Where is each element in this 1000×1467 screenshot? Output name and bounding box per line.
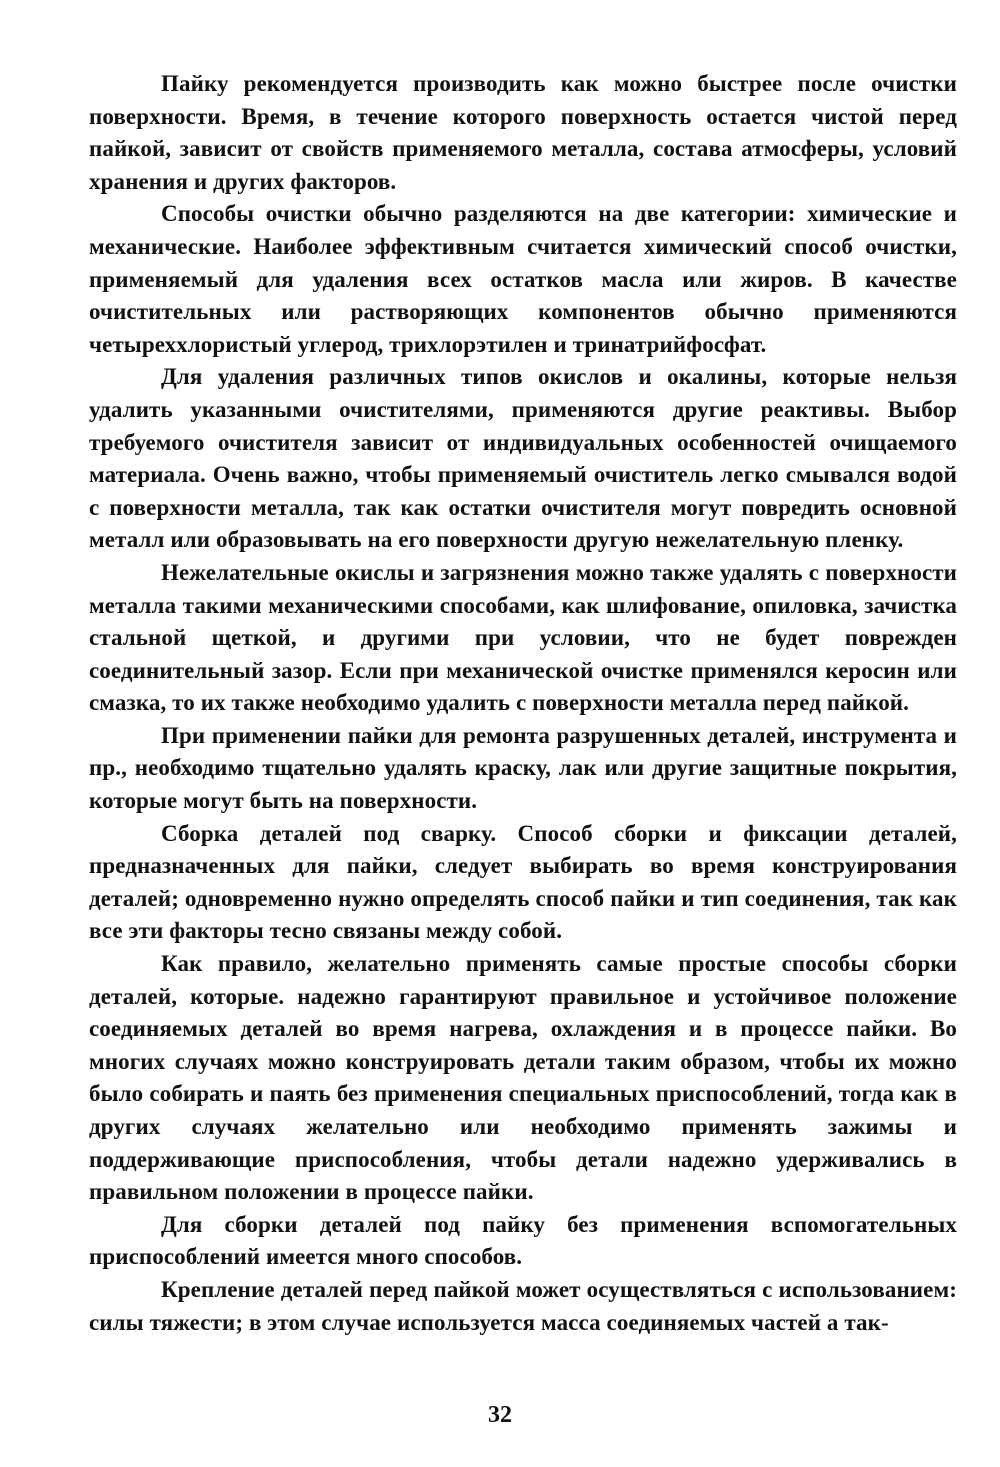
- paragraph: [89, 720, 957, 818]
- paragraph-text: Как правило, желательно применять самые простые способы сборки деталей, которые. надежно гарантируют правильное и устойчивое положение соединяемых деталей во время нагрева, охлаждения и в процессе пайки. Во многих случаях можно конструировать детали таким образом, чтобы их можно было собирать и паять без применения специальных приспособлений, тогда как в других случаях желательно или необходимо применять зажимы и поддерживающие приспособления, чтобы детали надежно удерживались в правильном положении в процессе пайки.: [89, 951, 957, 1205]
- paragraph-text: Нежелательные окислы и загрязнения можно также удалять с поверхности металла такими механическими способами, как шлифование, опиловка, зачистка стальной щеткой, и другими при условии, что не будет поврежден соединительный зазор. Если при механической очистке применялся керосин или смазка, то их также необходимо удалить с поверхности металла перед пайкой.: [89, 559, 957, 716]
- paragraph-text: Для удаления различных типов окислов и окалины, которые нельзя удалить указанными очистителями, применяются другие реактивы. Выбор требуемого очистителя зависит от индивидуальных особенностей очищаемого материала. Очень важно, чтобы применяемый очиститель легко смывался водой с поверхности металла, так как остатки очистителя могут повредить основной металл или образовывать на его поверхности другую нежелательную пленку.: [89, 364, 957, 553]
- paragraph: [89, 1209, 957, 1274]
- paragraph-text: Способы очистки обычно разделяются на две категории: химические и механические. Наиболее эффективным считается химический способ очистки, применяемый для удаления всех остатков масла или жиров. В качестве очистительных или растворяющих компонентов обычно применяются четыреххлористый углерод, трихлорэтилен и тринатрийфосфат.: [89, 201, 957, 357]
- paragraph: [89, 818, 957, 948]
- section-run-in-heading: Сборка деталей под сварку.: [161, 820, 497, 846]
- paragraph: [89, 198, 957, 361]
- body-text: [89, 68, 957, 1339]
- paragraph: [89, 557, 957, 720]
- paragraph: [89, 68, 957, 198]
- paragraph: [89, 361, 957, 557]
- paragraph-text: При применении пайки для ремонта разрушенных деталей, инструмента и пр., необходимо тщательно удалять краску, лак или другие защитные покрытия, которые могут быть на поверхности.: [89, 722, 957, 814]
- paragraph: [89, 1274, 957, 1339]
- paragraph-text: Способ сборки и фиксации деталей, предназначенных для пайки, следует выбирать во время конструирования деталей; одновременно нужно определять способ пайки и тип соединения, так как все эти факторы тесно связаны между собой.: [89, 820, 957, 944]
- paragraph-text: Для сборки деталей под пайку без применения вспомогательных приспособлений имеется много способов.: [89, 1211, 957, 1270]
- page-number: 32: [488, 1402, 512, 1428]
- paragraph: [89, 948, 957, 1209]
- paragraph-text: Пайку рекомендуется производить как можно быстрее после очистки поверхности. Время, в течение которого поверхность остается чистой перед пайкой, зависит от свойств применяемого металла, состава атмосферы, условий хранения и других факторов.: [89, 71, 957, 194]
- paragraph-text: Крепление деталей перед пайкой может осуществляться с использованием: силы тяжести; в этом случае используется масса соединяемых частей а так-: [89, 1276, 957, 1335]
